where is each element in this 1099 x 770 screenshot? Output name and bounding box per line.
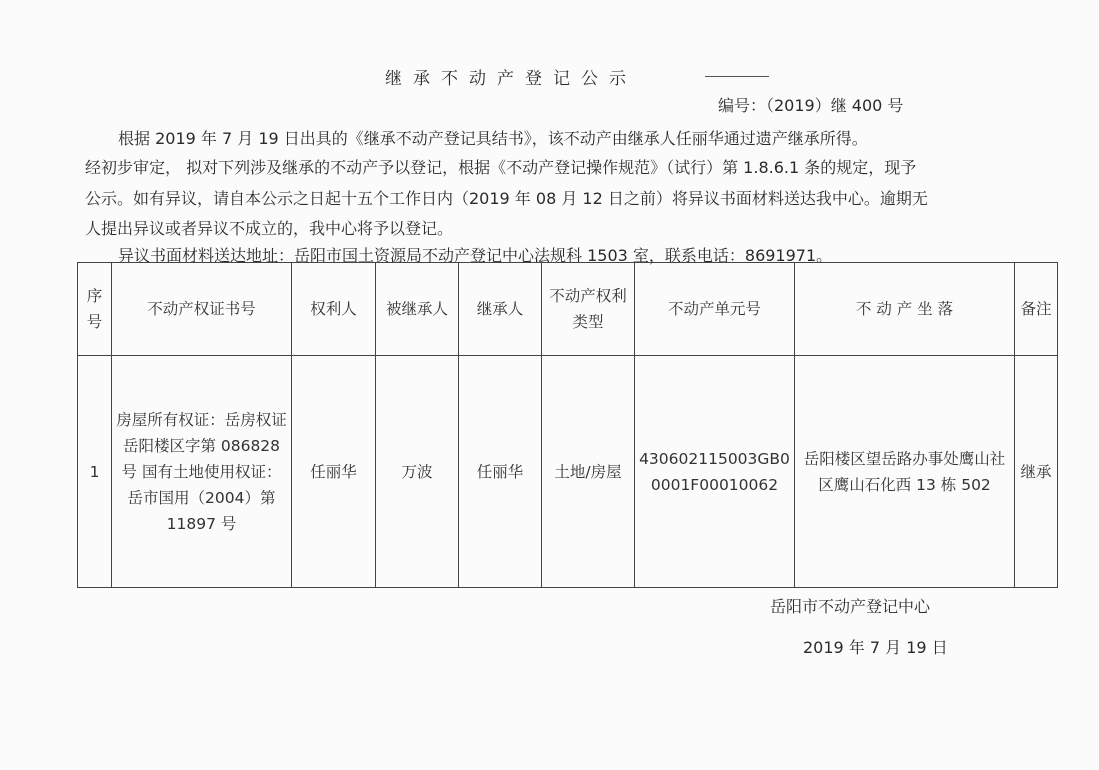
page-title: 继承不动产登记公示 bbox=[385, 69, 637, 89]
cell-location: 岳阳楼区望岳路办事处鹰山社区鹰山石化西 13 栋 502 bbox=[795, 356, 1015, 588]
header-right-type: 不动产权利类型 bbox=[542, 263, 635, 356]
paragraph-review: 经初步审定， 拟对下列涉及继承的不动产予以登记，根据《不动产登记操作规范》（试行）第 1.8.6.1 条的规定，现予 bbox=[85, 158, 917, 177]
table-header-row bbox=[78, 263, 1058, 356]
issuing-organization: 岳阳市不动产登记中心 bbox=[770, 597, 931, 616]
header-seq: 序号 bbox=[78, 263, 112, 356]
cell-right-type: 土地/房屋 bbox=[542, 356, 635, 588]
header-unit-no: 不动产单元号 bbox=[635, 263, 795, 356]
cell-seq: 1 bbox=[78, 356, 112, 588]
cell-remark: 继承 bbox=[1015, 356, 1058, 588]
header-remark: 备注 bbox=[1015, 263, 1058, 356]
header-location: 不 动 产 坐 落 bbox=[795, 263, 1015, 356]
cell-right-holder: 任丽华 bbox=[292, 356, 376, 588]
header-right-holder: 权利人 bbox=[292, 263, 376, 356]
paragraph-objection: 公示。如有异议，请自本公示之日起十五个工作日内（2019 年 08 月 12 日之前）将异议书面材料送达我中心。逾期无 bbox=[85, 189, 928, 208]
cell-heir: 任丽华 bbox=[459, 356, 542, 588]
cell-unit-no: 430602115003GB00001F00010062 bbox=[635, 356, 795, 588]
header-decedent: 被继承人 bbox=[376, 263, 459, 356]
paragraph-registration: 人提出异议或者异议不成立的，我中心将予以登记。 bbox=[85, 219, 454, 238]
issue-date: 2019 年 7 月 19 日 bbox=[803, 638, 948, 657]
table-row bbox=[78, 356, 1058, 588]
registration-table bbox=[77, 262, 1058, 588]
title-rule bbox=[705, 76, 769, 77]
header-heir: 继承人 bbox=[459, 263, 542, 356]
paragraph-address: 异议书面材料送达地址：岳阳市国土资源局不动产登记中心法规科 1503 室，联系电话：8691971。 bbox=[118, 246, 833, 265]
document-number: 编号：（2019）继 400 号 bbox=[718, 96, 904, 115]
cell-decedent: 万波 bbox=[376, 356, 459, 588]
header-cert-no: 不动产权证书号 bbox=[112, 263, 292, 356]
paragraph-intro: 根据 2019 年 7 月 19 日出具的《继承不动产登记具结书》，该不动产由继承人任丽华通过遗产继承所得。 bbox=[118, 129, 868, 148]
cell-cert-no: 房屋所有权证：岳房权证岳阳楼区字第 086828 号 国有土地使用权证：岳市国用（2004）第 11897 号 bbox=[112, 356, 292, 588]
